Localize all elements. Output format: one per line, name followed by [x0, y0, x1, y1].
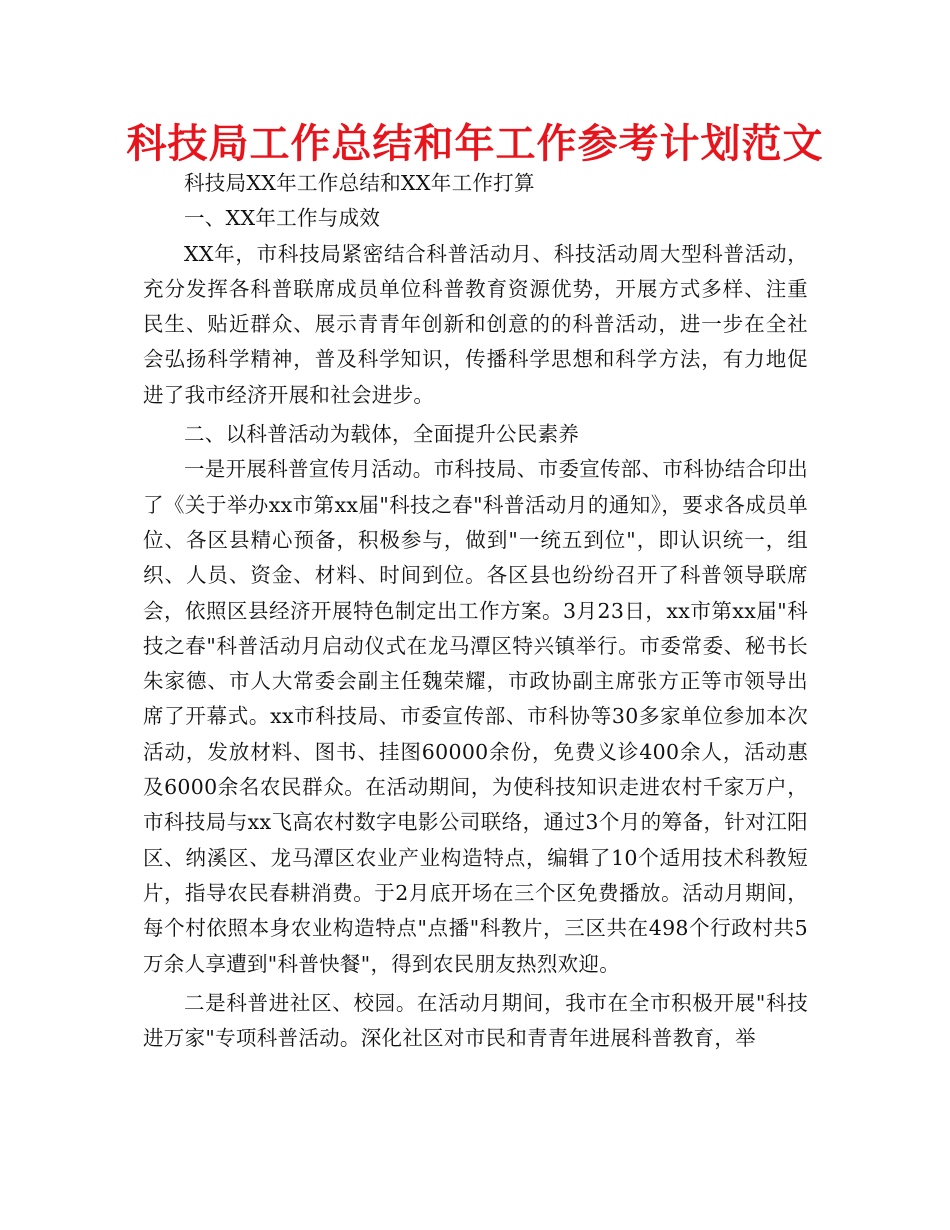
section-heading: 一、XX年工作与成效	[184, 206, 381, 231]
document-subtitle: 科技局XX年工作总结和XX年工作打算	[184, 171, 535, 195]
body-paragraph: 一是开展科普宣传月活动。市科技局、市委宣传部、市科协结合印出了《关于举办xx市第xx届"科技之春"科普活动月的通知》，要求各成员单位、各区县精心预备，积极参与，做到"一统五到位"，即认识统一，组织、人员、资金、材料、时间到位。各区县也纷纷召开了科普领导联席会，依照区县经济开展特色制定出工作方案。3月23日，xx市第xx届"科技之春"科普活动月启动仪式在龙马潭区特兴镇举行。市委常委、秘书长朱家德、市人大常委会副主任魏荣耀，市政协副主席张方正等市领导出席了开幕式。xx市科技局、市委宣传部、市科协等30多家单位参加本次活动，发放材料、图书、挂图60000余份，免费义诊400余人，活动惠及6000余名农民群众。在活动期间，为使科技知识走进农村千家万户，市科技局与xx飞高农村数字电影公司联络，通过3个月的筹备，针对江阳区、纳溪区、龙马潭区农业产业构造特点，编辑了10个适用技术科教短片，指导农民春耕消费。于2月底开场在三个区免费播放。活动月期间，每个村依照本身农业构造特点"点播"科教片，三区共在498个行政村共5万余人享遭到"科普快餐"，得到农民朋友热烈欢迎。	[143, 457, 808, 976]
document-body	[143, 166, 808, 1056]
body-paragraph: XX年，市科技局紧密结合科普活动月、科技活动周大型科普活动，充分发挥各科普联席成员单位科普教育资源优势，开展方式多样、注重民生、贴近群众、展示青青年创新和创意的的科普活动，进一步在全社会弘扬科学精神，普及科学知识，传播科学思想和科学方法，有力地促进了我市经济开展和社会进步。	[143, 241, 808, 407]
document-title: 科技局工作总结和年工作参考计划范文	[126, 121, 824, 167]
section-heading: 二、以科普活动为载体，全面提升公民素养	[184, 422, 580, 447]
body-paragraph: 二是科普进社区、校园。在活动月期间，我市在全市积极开展"科技进万家"专项科普活动。深化社区对市民和青青年进展科普教育，举	[143, 990, 808, 1051]
